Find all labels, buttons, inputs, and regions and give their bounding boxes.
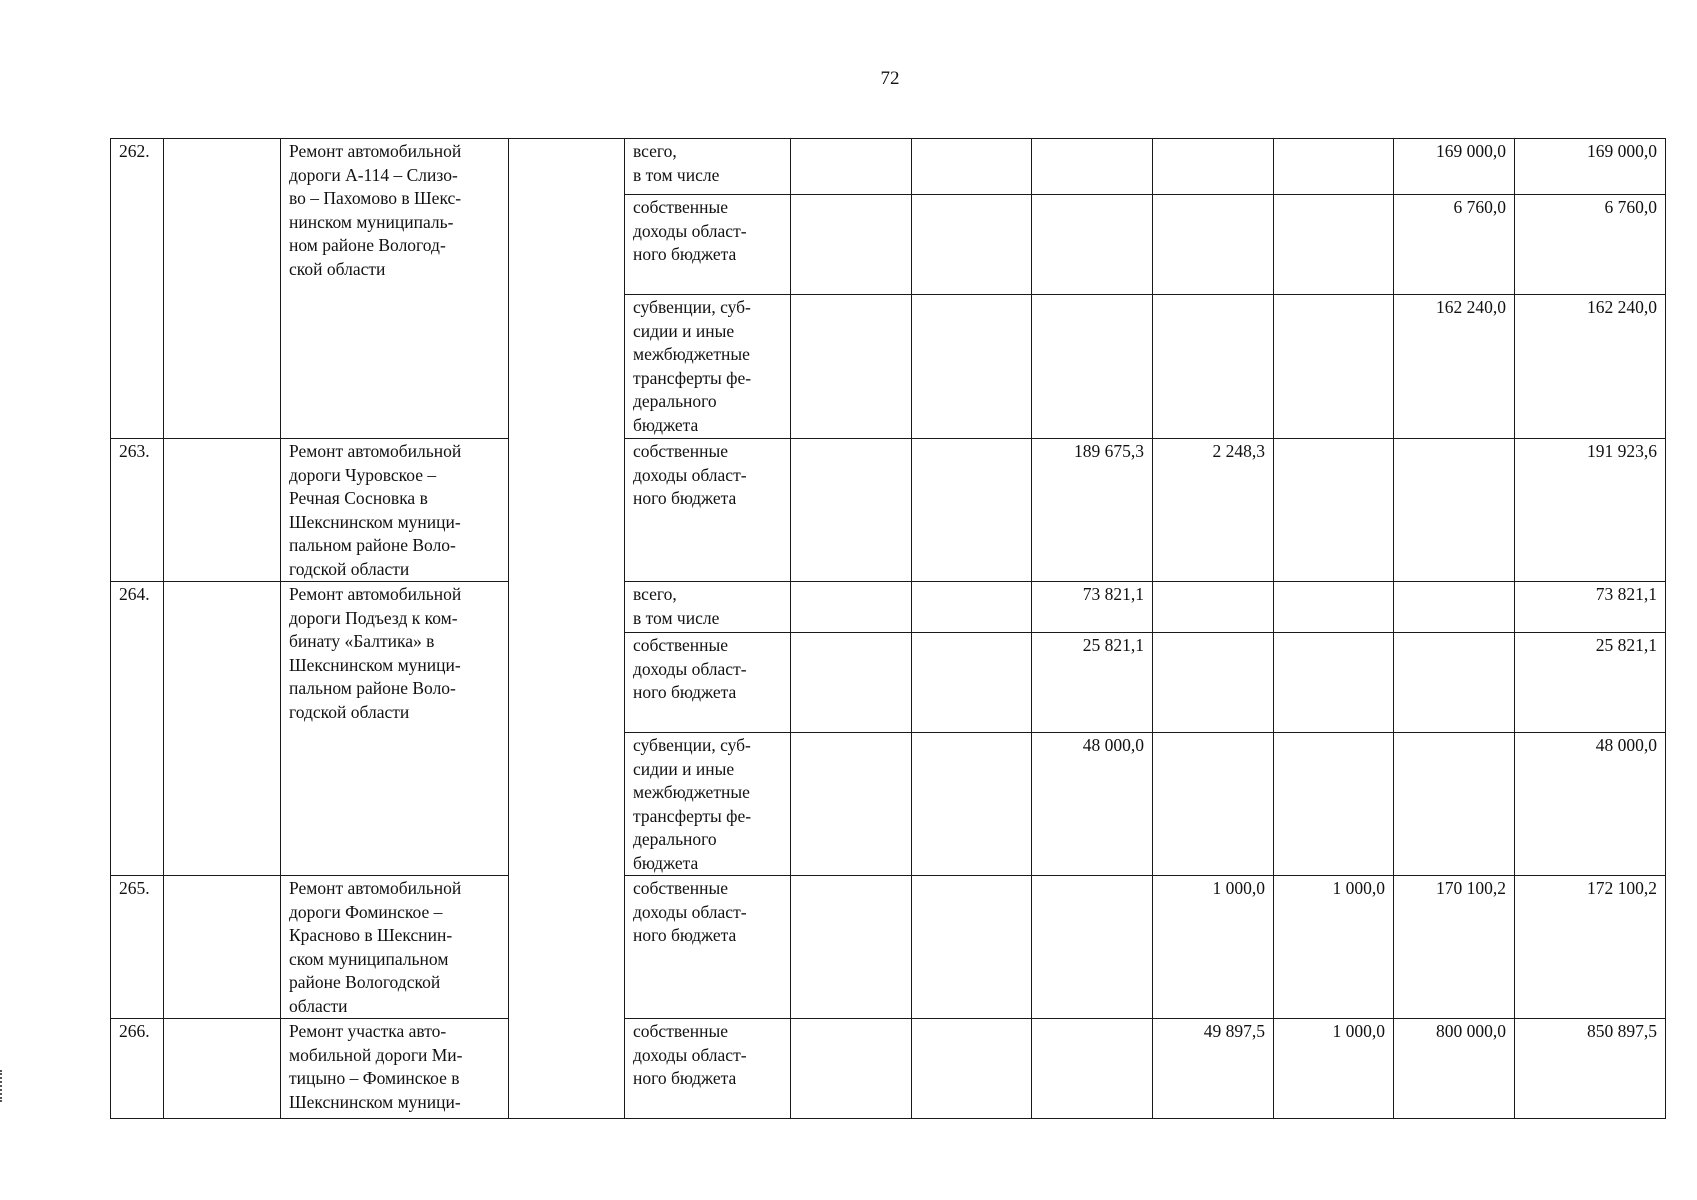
funding-source: собственные доходы област- ного бюджета xyxy=(625,439,791,582)
year-value xyxy=(791,1019,912,1119)
object-name: Ремонт автомобильной дороги А-114 – Слизо- во – Пахомово в Шекс- нинском муниципаль- ном районе Вологод- ской области xyxy=(281,139,509,439)
table-row xyxy=(111,1019,1666,1119)
row-number: 264. xyxy=(111,582,164,876)
funding-source: собственные доходы област- ного бюджета xyxy=(625,876,791,1019)
year-value xyxy=(1153,633,1274,733)
funding-source: собственные доходы област- ного бюджета xyxy=(625,195,791,295)
table-row xyxy=(111,139,1666,195)
row-number: 263. xyxy=(111,439,164,582)
year-value xyxy=(1032,876,1153,1019)
year-value xyxy=(1153,195,1274,295)
year-value xyxy=(791,876,912,1019)
funding-source: собственные доходы област- ного бюджета xyxy=(625,633,791,733)
year-value xyxy=(1274,295,1394,439)
total-value: 191 923,6 xyxy=(1515,439,1666,582)
year-value: 1 000,0 xyxy=(1274,876,1394,1019)
year-value: 25 821,1 xyxy=(1032,633,1153,733)
year-value xyxy=(1153,582,1274,633)
code-cell xyxy=(164,582,281,876)
year-value xyxy=(1032,195,1153,295)
total-value: 6 760,0 xyxy=(1515,195,1666,295)
object-name: Ремонт автомобильной дороги Фоминское – Красново в Шекснин- ском муниципальном районе Вологодской области xyxy=(281,876,509,1019)
total-value: 172 100,2 xyxy=(1515,876,1666,1019)
year-value xyxy=(791,733,912,876)
year-value xyxy=(912,439,1032,582)
total-value: 73 821,1 xyxy=(1515,582,1666,633)
year-value xyxy=(791,139,912,195)
funding-source: субвенции, суб- сидии и иные межбюджетные трансферты фе- дерального бюджета xyxy=(625,733,791,876)
code-cell xyxy=(164,1019,281,1119)
year-value xyxy=(791,295,912,439)
year-value: 48 000,0 xyxy=(1032,733,1153,876)
year-value: 800 000,0 xyxy=(1394,1019,1515,1119)
year-value xyxy=(1153,733,1274,876)
row-number: 265. xyxy=(111,876,164,1019)
year-value xyxy=(1274,139,1394,195)
table-row xyxy=(111,439,1666,582)
year-value xyxy=(1394,733,1515,876)
year-value: 6 760,0 xyxy=(1394,195,1515,295)
scan-margin-mark xyxy=(0,1070,6,1102)
row-number: 266. xyxy=(111,1019,164,1119)
year-value xyxy=(791,439,912,582)
code-cell xyxy=(164,439,281,582)
funding-source: всего, в том числе xyxy=(625,139,791,195)
total-value: 850 897,5 xyxy=(1515,1019,1666,1119)
year-value xyxy=(912,139,1032,195)
object-name: Ремонт автомобильной дороги Подъезд к ком- бинату «Балтика» в Шекснинском муници- пальном районе Воло- годской области xyxy=(281,582,509,876)
funding-source: субвенции, суб- сидии и иные межбюджетные трансферты фе- дерального бюджета xyxy=(625,295,791,439)
year-value xyxy=(912,876,1032,1019)
year-value: 49 897,5 xyxy=(1153,1019,1274,1119)
year-value: 1 000,0 xyxy=(1274,1019,1394,1119)
year-value xyxy=(912,195,1032,295)
year-value xyxy=(912,295,1032,439)
year-value xyxy=(1032,139,1153,195)
year-value xyxy=(1153,139,1274,195)
year-value xyxy=(912,633,1032,733)
year-value xyxy=(791,633,912,733)
year-value xyxy=(791,582,912,633)
object-name: Ремонт участка авто- мобильной дороги Ми- тицыно – Фоминское в Шекснинском муници- xyxy=(281,1019,509,1119)
row-number: 262. xyxy=(111,139,164,439)
year-value: 2 248,3 xyxy=(1153,439,1274,582)
funding-source: собственные доходы област- ного бюджета xyxy=(625,1019,791,1119)
year-value xyxy=(1274,195,1394,295)
table-row xyxy=(111,876,1666,1019)
year-value xyxy=(1394,633,1515,733)
year-value xyxy=(1274,439,1394,582)
year-value xyxy=(1394,439,1515,582)
year-value xyxy=(1274,582,1394,633)
table-row xyxy=(111,582,1666,633)
total-value: 162 240,0 xyxy=(1515,295,1666,439)
total-value: 25 821,1 xyxy=(1515,633,1666,733)
year-value xyxy=(912,733,1032,876)
year-value: 162 240,0 xyxy=(1394,295,1515,439)
year-value xyxy=(1274,733,1394,876)
budget-table xyxy=(110,138,1666,1119)
year-value xyxy=(1032,1019,1153,1119)
object-name: Ремонт автомобильной дороги Чуровское – Речная Сосновка в Шекснинском муници- пальном районе Воло- годской области xyxy=(281,439,509,582)
code-cell xyxy=(164,876,281,1019)
year-value: 189 675,3 xyxy=(1032,439,1153,582)
year-value: 169 000,0 xyxy=(1394,139,1515,195)
year-value xyxy=(791,195,912,295)
code-cell xyxy=(164,139,281,439)
year-value: 73 821,1 xyxy=(1032,582,1153,633)
year-value xyxy=(1274,633,1394,733)
funding-source: всего, в том числе xyxy=(625,582,791,633)
year-value xyxy=(1032,295,1153,439)
year-value xyxy=(912,582,1032,633)
year-value xyxy=(912,1019,1032,1119)
page-number: 72 xyxy=(880,68,900,89)
year-value xyxy=(1153,295,1274,439)
year-value xyxy=(1394,582,1515,633)
year-value: 170 100,2 xyxy=(1394,876,1515,1019)
blank-column xyxy=(509,139,625,1119)
total-value: 169 000,0 xyxy=(1515,139,1666,195)
total-value: 48 000,0 xyxy=(1515,733,1666,876)
year-value: 1 000,0 xyxy=(1153,876,1274,1019)
